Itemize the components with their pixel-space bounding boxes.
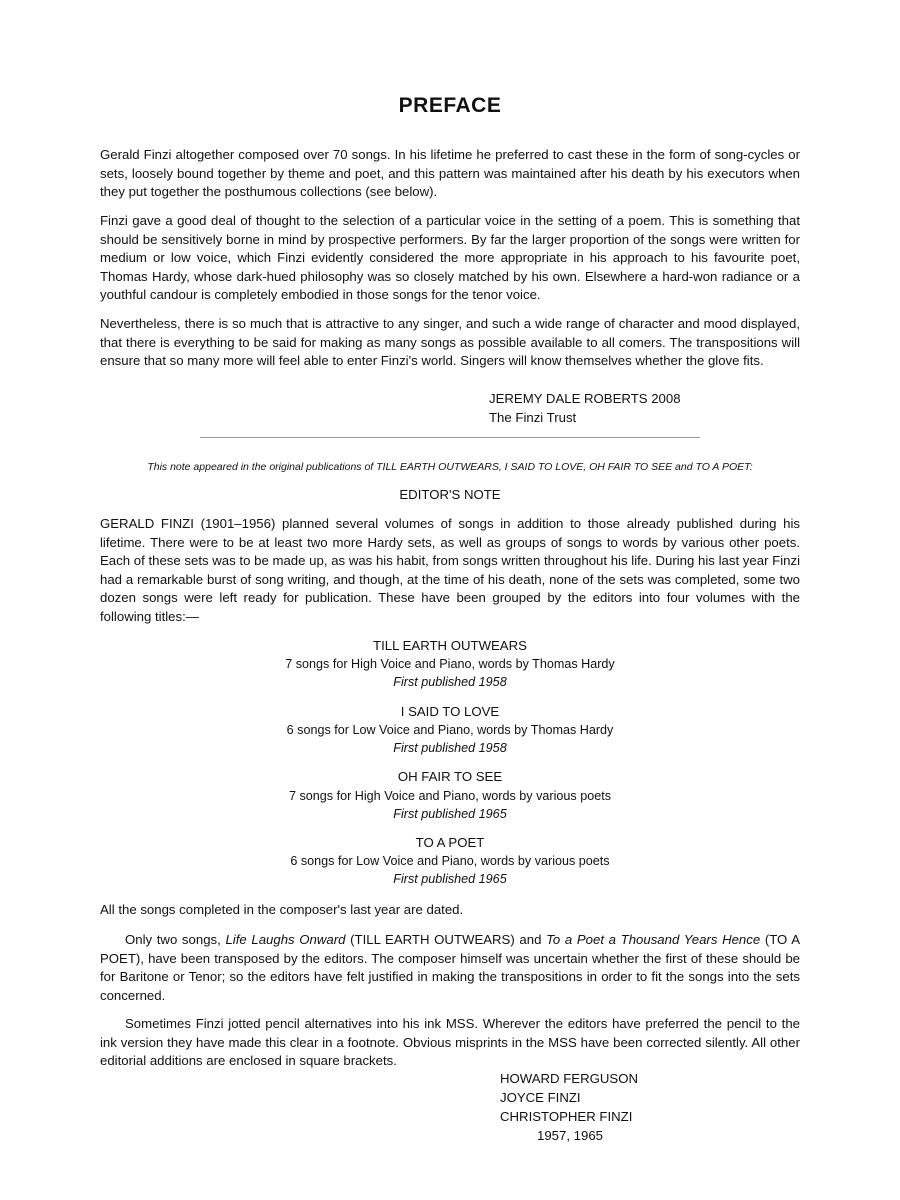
volume-published: First published 1965 bbox=[393, 807, 507, 821]
transposition-text-1: Only two songs, bbox=[125, 932, 226, 947]
transposition-paragraph bbox=[100, 931, 800, 1005]
volume-title: I SAID TO LOVE bbox=[400, 704, 500, 719]
preface-signature-name: JEREMY DALE ROBERTS 2008 bbox=[489, 391, 681, 406]
transposition-text-3: (TO A POET), have been transposed by the editors. The composer himself was uncertain whether the first of these should be for Baritone or Tenor; so the editors have felt justified in making the transpositions in order to fit the songs into the sets concerned. bbox=[100, 932, 801, 1003]
dated-line: All the songs completed in the composer's last year are dated. bbox=[100, 902, 464, 917]
section-divider bbox=[200, 437, 700, 438]
transposition-text-2: (TILL EARTH OUTWEARS) and bbox=[345, 932, 547, 947]
signatories-dates: 1957, 1965 bbox=[537, 1128, 604, 1143]
signatory-name: CHRISTOPHER FINZI bbox=[500, 1109, 633, 1124]
signatory-name: JOYCE FINZI bbox=[500, 1090, 581, 1105]
volume-title: TILL EARTH OUTWEARS bbox=[373, 638, 527, 653]
song-title-2: To a Poet a Thousand Years Hence bbox=[546, 932, 761, 947]
editors-note-intro: This note appeared in the original publications of TILL EARTH OUTWEARS, I SAID TO LOVE, OH FAIR TO SEE and TO A POET: bbox=[147, 461, 753, 473]
song-title-1: Life Laughs Onward bbox=[225, 932, 346, 947]
volume-published: First published 1958 bbox=[393, 741, 507, 755]
pencil-paragraph: Sometimes Finzi jotted pencil alternatives into his ink MSS. Wherever the editors have preferred the pencil to the ink version they have made this clear in a footnote. Obvious misprints in the MSS have been corrected silently. All other editorial additions are enclosed in square brackets. bbox=[100, 1016, 800, 1069]
volume-description: 6 songs for Low Voice and Piano, words by Thomas Hardy bbox=[286, 723, 614, 737]
volume-published: First published 1965 bbox=[393, 872, 507, 886]
volume-description: 7 songs for High Voice and Piano, words by Thomas Hardy bbox=[285, 657, 615, 671]
volume-title: TO A POET bbox=[415, 835, 485, 850]
preface-paragraph-3: Nevertheless, there is so much that is attractive to any singer, and such a wide range of character and mood displayed, that there is everything to be said for making as many songs as possible available to all comers. The transpositions will ensure that so many more will feel able to enter Finzi's world. Singers will know themselves whether the glove fits. bbox=[100, 316, 800, 369]
preface-signature-org: The Finzi Trust bbox=[489, 410, 577, 425]
preface-paragraph-1: Gerald Finzi altogether composed over 70 songs. In his lifetime he preferred to cast these in the form of song-cycles or sets, loosely bound together by theme and poet, and this pattern was maintained after his death by his executors when they put together the posthumous collections (see below). bbox=[100, 147, 800, 200]
editors-note-paragraph-1: GERALD FINZI (1901–1956) planned several volumes of songs in addition to those already published during his lifetime. There were to be at least two more Hardy sets, as well as groups of songs to words by various other poets. Each of these sets was to be made up, as was his habit, from songs written throughout his life. During his last year Finzi had a remarkable burst of song writing, and though, at the time of his death, none of the sets was completed, some two dozen songs were left ready for publication. These have been grouped by the editors into four volumes with the following titles:— bbox=[100, 516, 800, 624]
page-title: PREFACE bbox=[398, 94, 502, 117]
volume-published: First published 1958 bbox=[393, 675, 507, 689]
preface-paragraph-2: Finzi gave a good deal of thought to the selection of a particular voice in the setting of a poem. This is something that should be sensitively borne in mind by prospective performers. By far the larger proportion of the songs were written for medium or low voice, which Finzi evidently considered the more appropriate in his approach to his favourite poet, Thomas Hardy, whose dark-hued philosophy was so closely matched by his own. Elsewhere a hard-won radiance or a youthful candour is completely embodied in those songs for the tenor voice. bbox=[100, 213, 800, 303]
volume-description: 7 songs for High Voice and Piano, words by various poets bbox=[288, 789, 612, 803]
volume-title: OH FAIR TO SEE bbox=[397, 769, 503, 784]
signatory-name: HOWARD FERGUSON bbox=[500, 1071, 638, 1086]
editors-note-heading: EDITOR'S NOTE bbox=[399, 487, 501, 502]
volume-description: 6 songs for Low Voice and Piano, words by various poets bbox=[290, 854, 610, 868]
